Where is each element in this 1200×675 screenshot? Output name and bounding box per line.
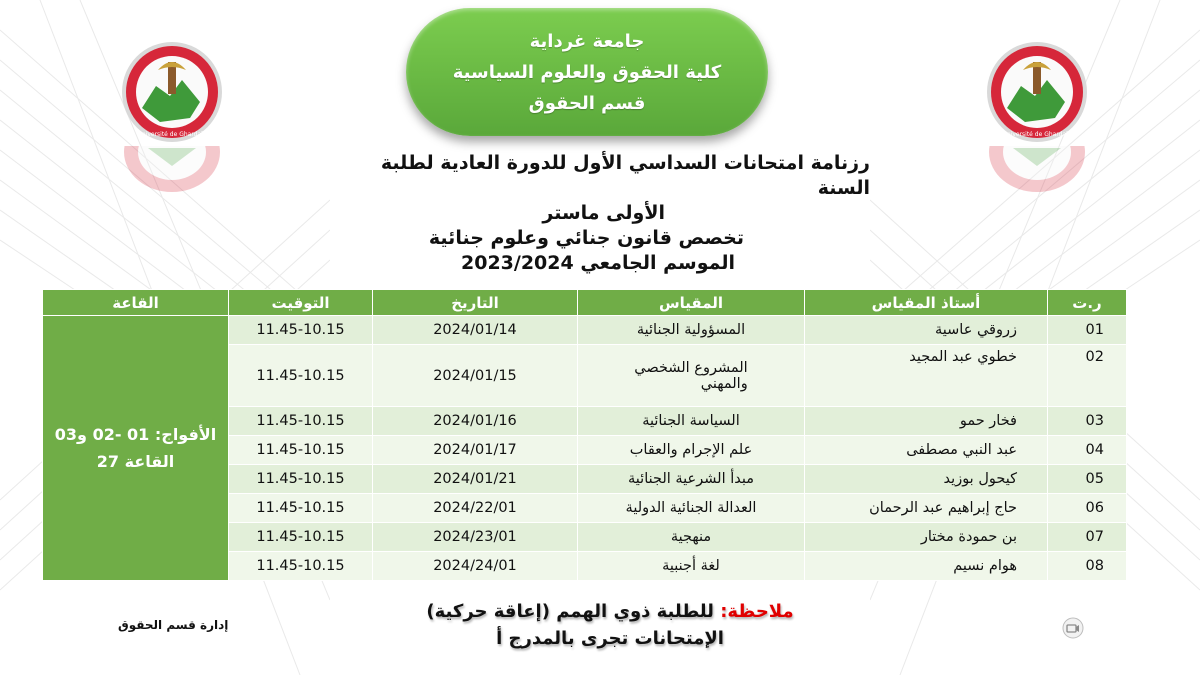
row-date: 2024/24/01 [373,552,578,581]
header-hall: القاعة [43,290,229,316]
row-num: 05 [1048,465,1127,494]
note-label: ملاحظة: [720,601,794,622]
logo-ring-text: Université de Ghardaïa [137,131,207,138]
row-time: 11.45-10.15 [229,436,373,465]
row-num: 02 [1048,345,1127,407]
row-time: 11.45-10.15 [229,494,373,523]
row-date: 2024/01/16 [373,407,578,436]
row-num: 04 [1048,436,1127,465]
schedule-titles [330,151,870,276]
row-module: منهجية [578,523,805,552]
row-num: 08 [1048,552,1127,581]
hall-room: القاعة 27 [96,452,175,471]
header-time: التوقيت [229,290,373,316]
hall-cell [43,316,229,581]
row-date: 2024/22/01 [373,494,578,523]
row-module: العدالة الجنائية الدولية [578,494,805,523]
specialization-title: تخصص قانون جنائي وعلوم جنائية [428,227,744,249]
table-row [43,316,1127,345]
row-num: 03 [1048,407,1127,436]
row-prof: عبد النبي مصطفى [805,436,1048,465]
row-prof: بن حمودة مختار [805,523,1048,552]
logo-reflection [985,146,1089,196]
row-time: 11.45-10.15 [229,465,373,494]
department-administration: إدارة قسم الحقوق [118,618,229,632]
academic-year: الموسم الجامعي 2023/2024 [461,252,735,274]
row-module: السياسة الجنائية [578,407,805,436]
row-prof: فخار حمو [805,407,1048,436]
row-date: 2024/01/14 [373,316,578,345]
row-date: 2024/01/21 [373,465,578,494]
university-logo [120,40,224,144]
row-time: 11.45-10.15 [229,316,373,345]
header-banner [406,8,768,136]
row-module: علم الإجرام والعقاب [578,436,805,465]
logo-ring-text: Université de Ghardaïa [1002,131,1072,138]
row-module-line2: والمهني [700,375,748,392]
row-prof: زروقي عاسية [805,316,1048,345]
row-time: 11.45-10.15 [229,523,373,552]
university-logo [985,40,1089,144]
row-num: 01 [1048,316,1127,345]
table-header-row [43,290,1127,316]
row-module: المسؤولية الجنائية [578,316,805,345]
row-num: 06 [1048,494,1127,523]
row-module [578,345,805,407]
header-num: ر.ت [1048,290,1127,316]
row-module: مبدأ الشرعية الجنائية [578,465,805,494]
note-text-line2: الإمتحانات تجرى بالمدرج أ [496,628,724,649]
schedule-title: رزنامة امتحانات السداسي الأول للدورة العادية لطلبة السنة [380,152,870,199]
university-name: جامعة غرداية [529,30,645,52]
row-date: 2024/01/17 [373,436,578,465]
row-prof: هوام نسيم [805,552,1048,581]
exam-schedule-table [42,289,1127,581]
header-module: المقياس [578,290,805,316]
header-date: التاريخ [373,290,578,316]
row-module-line1: المشروع الشخصي [634,359,748,376]
record-icon[interactable] [1062,617,1084,639]
logo-reflection [120,146,224,196]
row-prof: كيحول بوزيد [805,465,1048,494]
row-time: 11.45-10.15 [229,552,373,581]
schedule-title-level: الأولى ماستر [542,202,665,224]
row-module: لغة أجنبية [578,552,805,581]
faculty-name: كلية الحقوق والعلوم السياسية [452,61,722,83]
department-name: قسم الحقوق [528,92,646,114]
note-text-line1: للطلبة ذوي الهمم (إعاقة حركية) [426,601,714,622]
row-date: 2024/01/15 [373,345,578,407]
header-prof: أستاذ المقياس [805,290,1048,316]
accessibility-note [400,598,820,652]
row-num: 07 [1048,523,1127,552]
row-time: 11.45-10.15 [229,345,373,407]
row-time: 11.45-10.15 [229,407,373,436]
row-prof: حاج إبراهيم عبد الرحمان [805,494,1048,523]
hall-groups: الأفواج: 01 -02 و03 [54,425,217,444]
row-prof: خطوي عبد المجيد [805,345,1048,407]
row-date: 2024/23/01 [373,523,578,552]
